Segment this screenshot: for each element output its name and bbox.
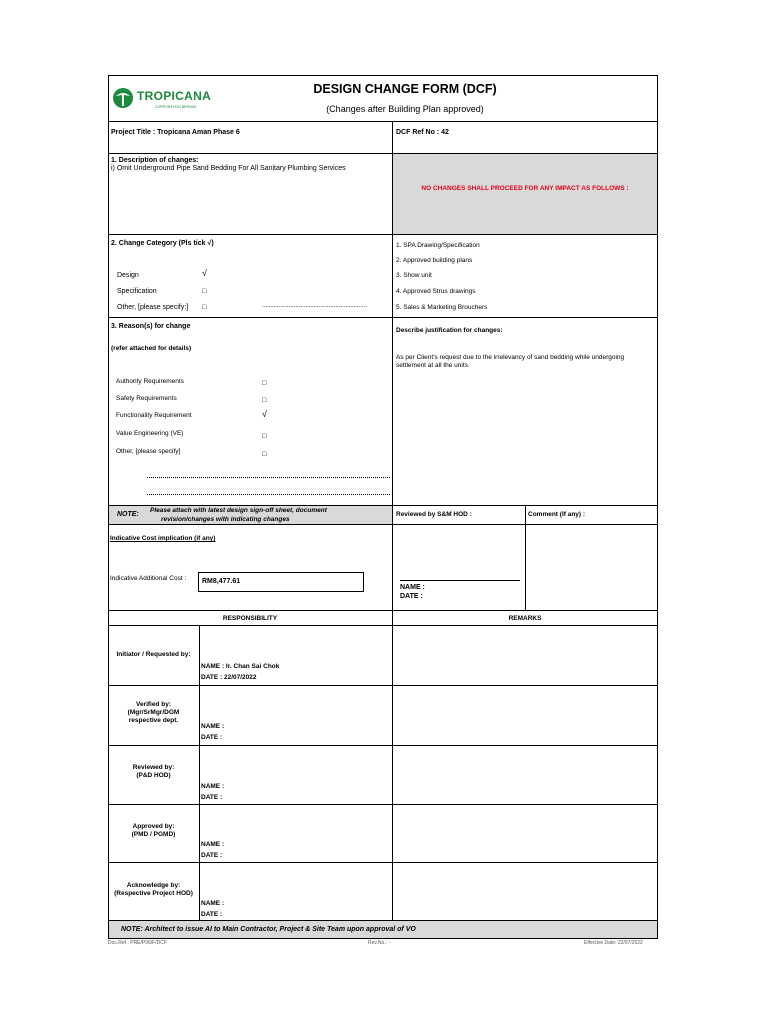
role-acknowledge: Acknowledge by: [126, 882, 181, 889]
role-approved: Approved by: [132, 823, 175, 830]
cost-value-field[interactable] [198, 572, 364, 592]
project-title: Project Title : Tropicana Aman Phase 6 [111, 129, 240, 136]
sm-date-label: DATE : [400, 593, 423, 600]
approver-date: DATE : [201, 852, 223, 859]
effective-date: Effective Date: 22/07/2022 [584, 940, 643, 946]
cost-heading: Indicative Cost implication (if any) [110, 535, 216, 542]
footer-note: NOTE: Architect to issue AI to Main Contractor, Project & Site Team upon approval of VO [121, 926, 416, 933]
dcf-ref-no: DCF Ref No : 42 [396, 129, 449, 136]
form-subtitle: (Changes after Building Plan approved) [326, 104, 484, 114]
reason-item-other-mark[interactable]: □ [262, 451, 267, 458]
justification-text: settlement at all the units. [396, 362, 470, 369]
reason-item-safety: Safety Requirements [116, 395, 177, 402]
form-title: DESIGN CHANGE FORM (DCF) [313, 82, 497, 96]
remarks-header: REMARKS [508, 615, 542, 622]
reviewer-date: DATE : [201, 794, 223, 801]
role-initiator: Initiator / Requested by: [116, 651, 191, 658]
reason-item-functionality-mark[interactable]: √ [262, 409, 267, 419]
responsibility-header: RESPONSIBILITY [222, 615, 278, 622]
note-text: Please attach with latest design sign-off sheet, document [150, 507, 327, 514]
acknowledger-name: NAME : [201, 900, 225, 907]
reason-item-ve-mark[interactable]: □ [262, 433, 267, 440]
rev-no: Rev.No.: - [368, 940, 391, 946]
category-heading: 2. Change Category (Pls tick √) [111, 240, 214, 247]
reason-item-authority-mark[interactable]: □ [262, 380, 267, 387]
impact-item: 3. Show unit [396, 272, 432, 279]
role-reviewed-detail: (P&D HOD) [136, 772, 171, 779]
role-approved-detail: (PMD / PGMD) [131, 831, 176, 838]
sm-name-label: NAME : [400, 584, 425, 591]
reviewed-by-sm-hod: Reviewed by S&M HOD : [396, 511, 472, 518]
category-item-specification: Specification [117, 288, 157, 295]
category-item-other-mark[interactable]: □ [202, 304, 207, 311]
impact-item: 2. Approved building plans [396, 257, 473, 264]
cost-value: RM8,477.61 [202, 578, 241, 585]
initiator-date: DATE : 22/07/2022 [201, 674, 257, 681]
reviewer-name: NAME : [201, 783, 225, 790]
warning-panel [393, 154, 657, 234]
logo-text: TROPICANA [137, 89, 212, 103]
category-item-specification-mark[interactable]: □ [202, 288, 207, 295]
justification-heading: Describe justification for changes: [396, 327, 503, 334]
initiator-name: NAME : Ir. Chan Sai Chok [201, 663, 280, 670]
role-verified: Verified by: [135, 701, 172, 708]
impact-item: 5. Sales & Marketing Brouchers [396, 304, 488, 311]
approver-name: NAME : [201, 841, 225, 848]
reason-item-authority: Authority Requirements [116, 378, 184, 385]
warning-text: NO CHANGES SHALL PROCEED FOR ANY IMPACT AS FOLLOWS : [421, 185, 629, 192]
category-item-design-mark[interactable]: √ [202, 268, 207, 278]
reasons-heading: 3. Reason(s) for change [111, 323, 191, 330]
other-specify-line [147, 477, 390, 478]
impact-item: 4. Approved Strus drawings [396, 288, 476, 295]
other-specify-line [147, 494, 390, 495]
reason-item-safety-mark[interactable]: □ [262, 397, 267, 404]
role-acknowledge-detail: (Respective Project HOD) [114, 890, 193, 897]
doc-ref: Doc.Ref.: PRE/P06/F/DCF [108, 940, 167, 946]
category-item-design: Design [117, 272, 139, 279]
category-other-line: ............................................................... [262, 303, 368, 309]
reason-item-other: Other, [please specify] [116, 448, 181, 455]
acknowledger-date: DATE : [201, 911, 223, 918]
reason-item-functionality: Functionality Requirement [116, 412, 192, 419]
verifier-date: DATE : [201, 734, 223, 741]
cost-label: Indicative Additional Cost : [110, 575, 187, 582]
reasons-note: (refer attached for details) [111, 345, 192, 352]
comment-label: Comment (If any) : [528, 511, 586, 518]
justification-text: As per Client's request due to the irrelevancy of sand bedding while undergoing [396, 354, 625, 361]
role-verified-detail: respective dept. [128, 717, 179, 724]
note-text: revision/changes with indicating changes [161, 516, 290, 523]
logo-subtext: CORPORATION BERHAD [155, 105, 197, 109]
note-label: NOTE: [117, 511, 139, 518]
reason-item-ve: Value Engineering (VE) [116, 430, 184, 437]
impact-item: 1. SPA Drawing/Specification [396, 242, 480, 249]
verifier-name: NAME : [201, 723, 225, 730]
description-heading: 1. Description of changes: [111, 157, 199, 164]
role-reviewed: Reviewed by: [132, 764, 175, 771]
role-verified-detail: (Mgr/SrMgr/DGM [127, 709, 180, 716]
category-item-other: Other, [please specify:] [117, 304, 189, 311]
signature-line [400, 580, 520, 581]
description-text: i) Omit Underground Pipe Sand Bedding For All Sanitary Plumbing Services [111, 165, 346, 172]
